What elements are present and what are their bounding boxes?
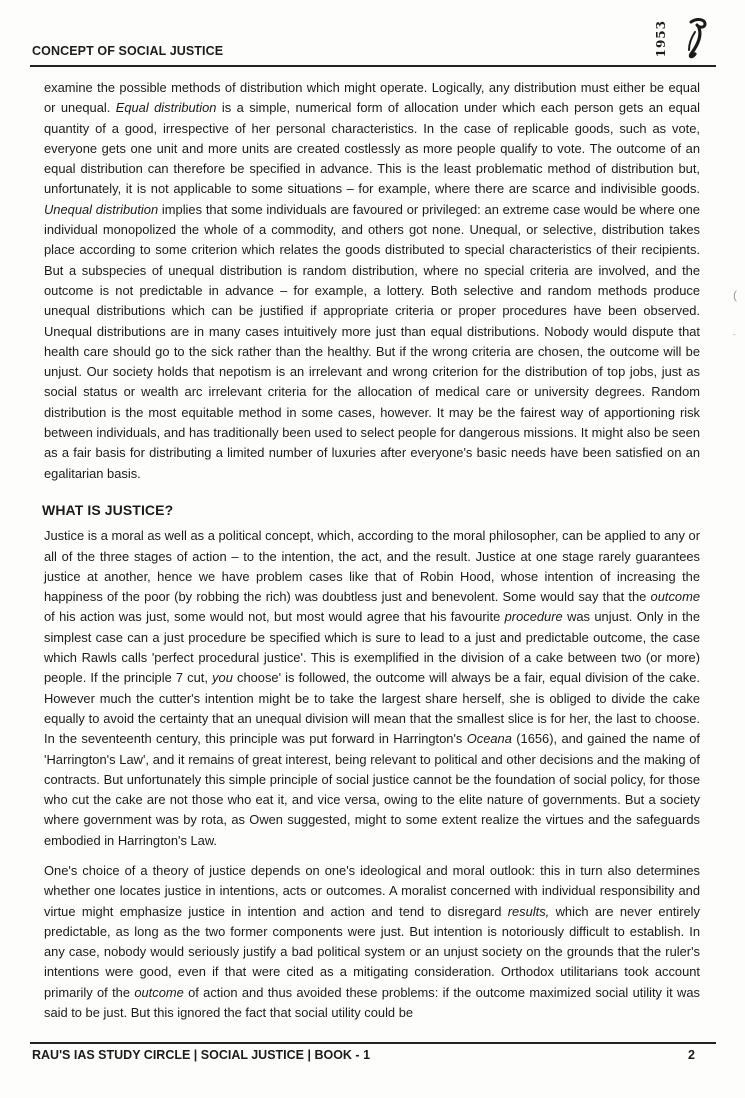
text-run: was unjust. Only in the simplest case can a just procedure be specified which is sure to lead to a just and predictable outcome, the case which Rawls calls 'perfect procedural justice'. This is exemplified in the division of a cake between two (or more) people. If the principle 7 cut, [44,609,700,686]
document-body [44,78,700,1023]
text-run: One's choice of a theory of justice depends on one's ideological and moral outlook: this in turn also determines whether one locates justice in intentions, acts or outcomes. A moralist concerned with individual responsibility and virtue might emphasize justice in intention and action and tend to disregard [44,862,700,919]
emphasized-text: procedure [504,609,563,625]
text-run: of action and thus avoided these problems: if the outcome maximized social utility it was said to be just. But this ignored the fact that social utility could be [44,984,700,1021]
text-run: choose' is followed, the outcome will always be a fair, equal division of the cake. However much the cutter's intention might be to take the largest share herself, she is obliged to divide the cake equally to avoid the certainty that an unequal division will mean that the smallest slice is for her, the last to choose. In the seventeenth century, this principle was put forward in Harrington's [44,670,700,747]
body-paragraph [44,78,700,484]
section-heading: WHAT IS JUSTICE? [42,501,174,518]
emphasized-text: you [212,670,233,686]
page-number: 2 [688,1048,695,1062]
text-run: is a simple, numerical form of allocation under which each person gets an equal quantity of a good, irrespective of her personal characteristics. In the case of replicable goods, such as vote, everyone gets one unit and more units are created costlessly as more people qualify to vote. The outcome of an equal distribution can therefore be specified in advance. This is the least problematic method of distribution but, unfortunately, it is not applicable to some situations – for example, where there are scarce and indivisible goods. [44,100,700,197]
running-header-title: CONCEPT OF SOCIAL JUSTICE [32,44,224,58]
emphasized-text: results, [507,903,550,919]
text-run: (1656), and gained the name of 'Harrington's Law', and it remains of great interest, being relevant to political and other decisions and the making of contracts. But unfortunately this simple principle of social justice cannot be the foundation of social policy, for those who cut the cake are not those who eat it, and vice versa, owing to the elite nature of governments. But a society where government was by rota, as Owen suggested, might to some extent realize the virtues and the safeguards embodied in Harrington's Law. [44,731,700,848]
body-paragraph [44,526,700,851]
running-footer-text: RAU'S IAS STUDY CIRCLE | SOCIAL JUSTICE | BOOK - 1 [32,1048,371,1062]
text-run: examine the possible methods of distribution which might operate. Logically, any distribution must either be equal or unequal. [44,80,700,116]
institute-logo-icon [655,16,715,62]
text-run: of his action was just, some would not, but most would agree that his favourite [44,609,505,625]
logo-year-text: 1953 [654,20,668,58]
emphasized-text: outcome [650,589,700,605]
text-run: Justice is a moral as well as a political concept, which, according to the moral philosopher, can be applied to any or all of the three stages of action – to the intention, the act, and the result. Justice at one stage rarely guarantees justice at another, hence we have problem cases like that of Robin Hood, whose intention of increasing the happiness of the poor (by robbing the rich) was doubtless just and benevolent. Some would say that the [44,528,700,605]
emphasized-text: Equal distribution [115,100,217,116]
emphasized-text: Oceana [466,731,512,747]
body-paragraph [44,861,700,1023]
footer-divider [30,1042,716,1044]
emphasized-text: outcome [134,984,184,1000]
scan-mark: - [733,330,736,339]
emphasized-text: Unequal distribution [44,201,159,217]
scan-mark: ( [733,288,737,302]
text-run: implies that some individuals are favoured or privileged: an extreme case would be where one individual monopolized the whole of a commodity, and others got none. Unequal, or selective, distribution takes place according to some criterion which relates the goods distributed to special characteristics of their recipients. But a subspecies of unequal distribution is random distribution, where no special criteria are involved, and the outcome is not predictable in advance – for example, a lottery. Both selective and random methods produce unequal distributions which can be justified if appropriate criteria or proper procedures have been observed. Unequal distributions are in many cases intuitively more just than equal distributions. Nobody would dispute that health care should go to the sick rather than the healthy. But if the wrong criteria are chosen, the outcome will be unjust. Our society holds that nepotism is an irrelevant and wrong criterion for the distribution of top jobs, just as social status or wealth arc irrelevant criteria for the allocation of medical care or university degrees. Random distribution is the most equitable method in some cases, however. It may be the fairest way of apportioning risk between individuals, and has traditionally been used to select people for dangerous missions. It might also be seen as a fair basis for distributing a limited number of luxuries after everyone's basic needs have been satisfied on an egalitarian basis. [44,201,700,481]
header-divider [30,65,716,67]
text-run: which are never entirely predictable, as long as the two former components were just. But intention is notoriously difficult to establish. In any case, nobody would seriously justify a bad political system or an unjust society on the grounds that the ruler's intentions were good, even if that were cited as a mitigating consideration. Orthodox utilitarians took account primarily of the [44,903,700,1000]
